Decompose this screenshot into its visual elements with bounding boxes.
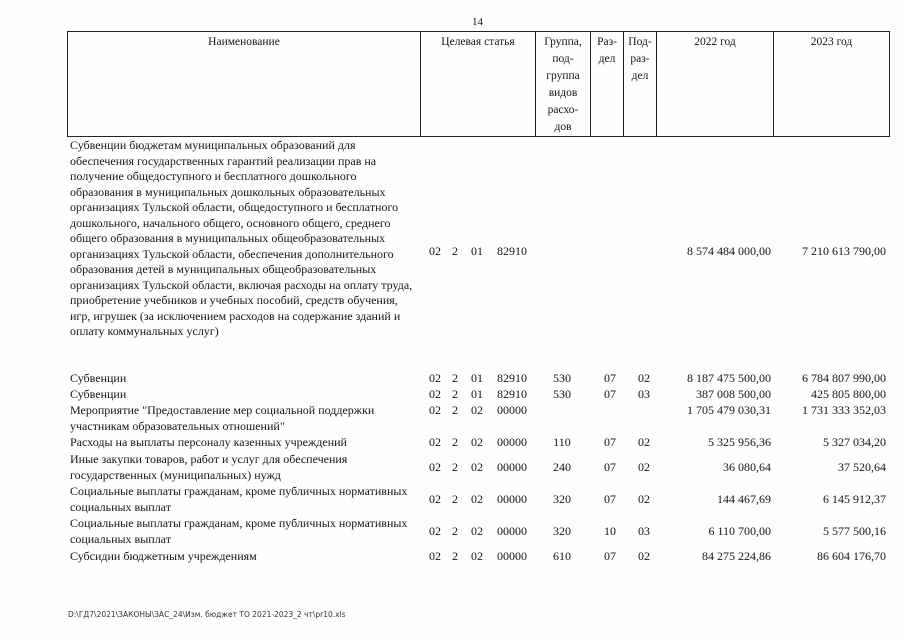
row-name: Иные закупки товаров, работ и услуг для обеспечения государственных (муниципальных) нужд [70, 452, 348, 482]
code-direction: 82910 [497, 371, 527, 385]
value-2023: 5 577 500,16 [823, 524, 886, 538]
code-program: 02 [429, 244, 441, 258]
code-activity: 02 [471, 524, 483, 538]
code-subprogram: 2 [452, 371, 458, 385]
code-activity: 01 [471, 244, 483, 258]
row-name: Субвенции [70, 387, 127, 401]
code-program: 02 [429, 371, 441, 385]
code-direction: 00000 [497, 460, 527, 474]
code-group: 110 [553, 435, 571, 449]
row-name: Субвенции [70, 371, 127, 385]
code-subprogram: 2 [452, 524, 458, 538]
value-2023: 7 210 613 790,00 [802, 244, 886, 258]
code-section: 07 [604, 492, 616, 506]
code-program: 02 [429, 524, 441, 538]
value-2023: 37 520,64 [838, 460, 886, 474]
code-activity: 01 [471, 371, 483, 385]
code-activity: 02 [471, 435, 483, 449]
code-activity: 02 [471, 460, 483, 474]
header-group: Группа, под- группа видов расхо- дов [536, 32, 591, 137]
code-subprogram: 2 [452, 460, 458, 474]
code-direction: 00000 [497, 524, 527, 538]
code-section: 07 [604, 387, 616, 401]
page-number: 14 [472, 16, 483, 28]
code-program: 02 [429, 549, 441, 563]
code-subprogram: 2 [452, 435, 458, 449]
code-direction: 00000 [497, 403, 527, 417]
code-subprogram: 2 [452, 403, 458, 417]
code-section: 07 [604, 549, 616, 563]
code-subsection: 02 [638, 435, 650, 449]
code-direction: 00000 [497, 492, 527, 506]
value-2022: 5 325 956,36 [708, 435, 771, 449]
code-subsection: 02 [638, 460, 650, 474]
row-name: Мероприятие "Предоставление мер социальной поддержки участникам образовательных отношений" [70, 403, 375, 433]
code-subsection: 03 [638, 387, 650, 401]
code-subprogram: 2 [452, 387, 458, 401]
code-program: 02 [429, 403, 441, 417]
value-2022: 6 110 700,00 [708, 524, 771, 538]
value-2022: 8 574 484 000,00 [687, 244, 771, 258]
code-section: 07 [604, 435, 616, 449]
value-2023: 425 805 800,00 [811, 387, 886, 401]
code-program: 02 [429, 460, 441, 474]
header-target: Целевая статья [421, 32, 536, 137]
code-subsection: 02 [638, 492, 650, 506]
row-name: Социальные выплаты гражданам, кроме публичных нормативных социальных выплат [70, 516, 408, 546]
code-group: 530 [553, 371, 571, 385]
code-activity: 02 [471, 403, 483, 417]
code-group: 320 [553, 492, 571, 506]
file-path-footer: D:\ГД7\2021\ЗАКОНЫ\ЗАС_24\Изм. бюджет ТО 2021-2023_2 чт\pr10.xls [68, 610, 346, 619]
value-2023: 1 731 333 352,03 [802, 403, 886, 417]
code-group: 320 [553, 524, 571, 538]
header-subsection: Под- раз- дел [624, 32, 657, 137]
header-2022: 2022 год [657, 32, 774, 137]
code-subprogram: 2 [452, 549, 458, 563]
code-section: 07 [604, 460, 616, 474]
value-2023: 86 604 176,70 [817, 549, 886, 563]
code-group: 240 [553, 460, 571, 474]
code-program: 02 [429, 435, 441, 449]
code-direction: 00000 [497, 435, 527, 449]
code-group: 530 [553, 387, 571, 401]
value-2022: 36 080,64 [723, 460, 771, 474]
code-subsection: 02 [638, 371, 650, 385]
code-activity: 01 [471, 387, 483, 401]
code-activity: 02 [471, 549, 483, 563]
header-section: Раз- дел [591, 32, 624, 137]
code-group: 610 [553, 549, 571, 563]
code-section: 10 [604, 524, 616, 538]
value-2022: 387 008 500,00 [696, 387, 771, 401]
row-name: Социальные выплаты гражданам, кроме публичных нормативных социальных выплат [70, 484, 408, 514]
code-subsection: 03 [638, 524, 650, 538]
value-2022: 1 705 479 030,31 [687, 403, 771, 417]
value-2022: 144 467,69 [717, 492, 771, 506]
header-2023: 2023 год [774, 32, 890, 137]
code-program: 02 [429, 387, 441, 401]
header-name: Наименование [68, 32, 421, 137]
row-name: Субвенции бюджетам муниципальных образований для обеспечения государственных гарантий реализации прав на получение общедоступного и бесплатного дошкольного образования в муниципальных дошкольных образовательных организациях Тульской области, общедоступного и бесплатного дошкольного, начального общего, основного общего, среднего общего образования в муниципальных общеобразовательных организациях Тульской области, обеспечения дополнительного образования детей в муниципальных общеобразовательных организациях Тульской области, включая расходы на оплату труда, приобретение учебников и учебных пособий, средств обучения, игр, игрушек (за исключением расходов на содержание зданий и оплату коммунальных услуг) [70, 138, 413, 338]
value-2023: 6 784 807 990,00 [802, 371, 886, 385]
value-2022: 84 275 224,86 [702, 549, 771, 563]
code-subprogram: 2 [452, 492, 458, 506]
table-header [67, 31, 890, 137]
value-2023: 6 145 912,37 [823, 492, 886, 506]
code-direction: 82910 [497, 244, 527, 258]
code-activity: 02 [471, 492, 483, 506]
code-program: 02 [429, 492, 441, 506]
value-2023: 5 327 034,20 [823, 435, 886, 449]
code-subprogram: 2 [452, 244, 458, 258]
code-direction: 00000 [497, 549, 527, 563]
row-name: Субсидии бюджетным учреждениям [70, 549, 257, 563]
code-section: 07 [604, 371, 616, 385]
row-name: Расходы на выплаты персоналу казенных учреждений [70, 435, 347, 449]
code-subsection: 02 [638, 549, 650, 563]
value-2022: 8 187 475 500,00 [687, 371, 771, 385]
code-direction: 82910 [497, 387, 527, 401]
